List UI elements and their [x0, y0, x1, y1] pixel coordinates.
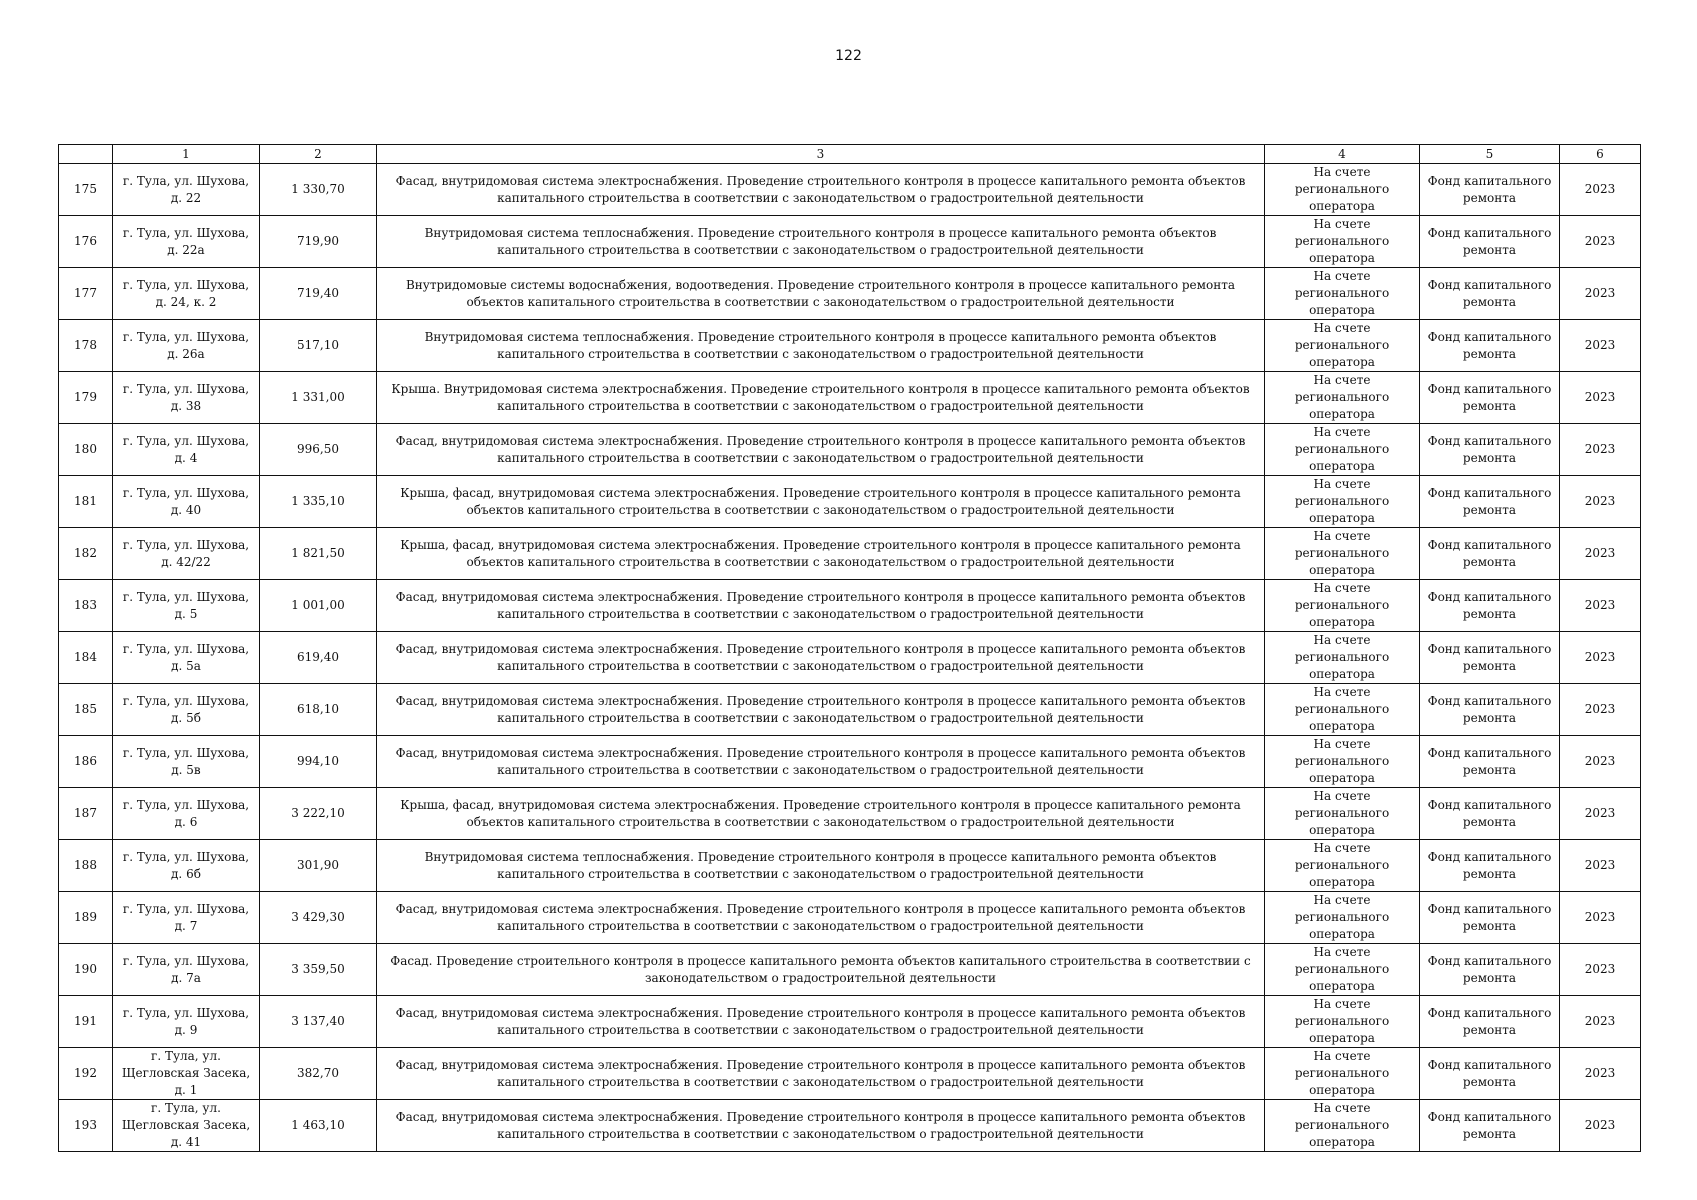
table-row	[59, 216, 1641, 268]
area-cell: 3 222,10	[260, 788, 377, 840]
address-cell: г. Тула, ул. Шухова, д. 5б	[113, 684, 260, 736]
works-description-cell: Крыша. Внутридомовая система электроснабжения. Проведение строительного контроля в процессе капитального ремонта объектов капитального строительства в соответствии с законодательством о градостроительной деятельности	[377, 372, 1265, 424]
area-cell: 1 001,00	[260, 580, 377, 632]
header-cell-6: 6	[1560, 145, 1641, 164]
funding-source-cell: Фонд капитального ремонта	[1420, 372, 1560, 424]
row-number-cell: 193	[59, 1100, 113, 1152]
row-number-cell: 176	[59, 216, 113, 268]
address-cell: г. Тула, ул. Шухова, д. 7	[113, 892, 260, 944]
address-cell: г. Тула, ул. Шухова, д. 9	[113, 996, 260, 1048]
repair-schedule-table	[58, 144, 1641, 1152]
row-number-cell: 175	[59, 164, 113, 216]
area-cell: 3 137,40	[260, 996, 377, 1048]
address-cell: г. Тула, ул. Шухова, д. 7а	[113, 944, 260, 996]
address-cell: г. Тула, ул. Шухова, д. 40	[113, 476, 260, 528]
funding-source-cell: Фонд капитального ремонта	[1420, 840, 1560, 892]
area-cell: 1 463,10	[260, 1100, 377, 1152]
funding-source-cell: Фонд капитального ремонта	[1420, 268, 1560, 320]
row-number-cell: 182	[59, 528, 113, 580]
table-row	[59, 528, 1641, 580]
works-description-cell: Внутридомовые системы водоснабжения, водоотведения. Проведение строительного контроля в процессе капитального ремонта объектов капитального строительства в соответствии с законодательством о градостроительной деятельности	[377, 268, 1265, 320]
funding-source-cell: Фонд капитального ремонта	[1420, 320, 1560, 372]
area-cell: 1 335,10	[260, 476, 377, 528]
row-number-cell: 180	[59, 424, 113, 476]
page-number: 122	[835, 48, 862, 64]
table-row	[59, 424, 1641, 476]
table-row	[59, 1100, 1641, 1152]
row-number-cell: 191	[59, 996, 113, 1048]
year-cell: 2023	[1560, 684, 1641, 736]
year-cell: 2023	[1560, 632, 1641, 684]
year-cell: 2023	[1560, 216, 1641, 268]
funding-source-cell: Фонд капитального ремонта	[1420, 580, 1560, 632]
address-cell: г. Тула, ул. Шухова, д. 42/22	[113, 528, 260, 580]
area-cell: 719,90	[260, 216, 377, 268]
funding-source-cell: Фонд капитального ремонта	[1420, 216, 1560, 268]
year-cell: 2023	[1560, 788, 1641, 840]
table-row	[59, 996, 1641, 1048]
row-number-cell: 181	[59, 476, 113, 528]
funds-account-cell: На счете регионального оператора	[1265, 736, 1420, 788]
works-description-cell: Фасад, внутридомовая система электроснабжения. Проведение строительного контроля в процессе капитального ремонта объектов капитального строительства в соответствии с законодательством о градостроительной деятельности	[377, 632, 1265, 684]
year-cell: 2023	[1560, 528, 1641, 580]
funds-account-cell: На счете регионального оператора	[1265, 840, 1420, 892]
works-description-cell: Фасад, внутридомовая система электроснабжения. Проведение строительного контроля в процессе капитального ремонта объектов капитального строительства в соответствии с законодательством о градостроительной деятельности	[377, 736, 1265, 788]
funding-source-cell: Фонд капитального ремонта	[1420, 632, 1560, 684]
works-description-cell: Фасад, внутридомовая система электроснабжения. Проведение строительного контроля в процессе капитального ремонта объектов капитального строительства в соответствии с законодательством о градостроительной деятельности	[377, 424, 1265, 476]
table-row	[59, 632, 1641, 684]
table-row	[59, 944, 1641, 996]
funding-source-cell: Фонд капитального ремонта	[1420, 424, 1560, 476]
works-description-cell: Фасад, внутридомовая система электроснабжения. Проведение строительного контроля в процессе капитального ремонта объектов капитального строительства в соответствии с законодательством о градостроительной деятельности	[377, 164, 1265, 216]
table-row	[59, 788, 1641, 840]
year-cell: 2023	[1560, 1100, 1641, 1152]
funding-source-cell: Фонд капитального ремонта	[1420, 476, 1560, 528]
area-cell: 3 359,50	[260, 944, 377, 996]
table-row	[59, 580, 1641, 632]
works-description-cell: Крыша, фасад, внутридомовая система электроснабжения. Проведение строительного контроля в процессе капитального ремонта объектов капитального строительства в соответствии с законодательством о градостроительной деятельности	[377, 528, 1265, 580]
address-cell: г. Тула, ул. Шухова, д. 5а	[113, 632, 260, 684]
row-number-cell: 179	[59, 372, 113, 424]
table-row	[59, 372, 1641, 424]
row-number-cell: 184	[59, 632, 113, 684]
funds-account-cell: На счете регионального оператора	[1265, 476, 1420, 528]
year-cell: 2023	[1560, 580, 1641, 632]
header-cell-3: 3	[377, 145, 1265, 164]
row-number-cell: 183	[59, 580, 113, 632]
year-cell: 2023	[1560, 892, 1641, 944]
works-description-cell: Фасад, внутридомовая система электроснабжения. Проведение строительного контроля в процессе капитального ремонта объектов капитального строительства в соответствии с законодательством о градостроительной деятельности	[377, 580, 1265, 632]
table-row	[59, 164, 1641, 216]
row-number-cell: 188	[59, 840, 113, 892]
row-number-cell: 187	[59, 788, 113, 840]
table-header-row	[59, 145, 1641, 164]
funding-source-cell: Фонд капитального ремонта	[1420, 944, 1560, 996]
year-cell: 2023	[1560, 996, 1641, 1048]
table-row	[59, 320, 1641, 372]
row-number-cell: 185	[59, 684, 113, 736]
address-cell: г. Тула, ул. Шухова, д. 38	[113, 372, 260, 424]
funding-source-cell: Фонд капитального ремонта	[1420, 736, 1560, 788]
address-cell: г. Тула, ул. Шухова, д. 26а	[113, 320, 260, 372]
table-row	[59, 1048, 1641, 1100]
address-cell: г. Тула, ул. Щегловская Засека, д. 41	[113, 1100, 260, 1152]
address-cell: г. Тула, ул. Шухова, д. 6б	[113, 840, 260, 892]
address-cell: г. Тула, ул. Шухова, д. 22а	[113, 216, 260, 268]
year-cell: 2023	[1560, 944, 1641, 996]
funds-account-cell: На счете регионального оператора	[1265, 268, 1420, 320]
address-cell: г. Тула, ул. Щегловская Засека, д. 1	[113, 1048, 260, 1100]
area-cell: 3 429,30	[260, 892, 377, 944]
header-cell-number	[59, 145, 113, 164]
area-cell: 619,40	[260, 632, 377, 684]
year-cell: 2023	[1560, 320, 1641, 372]
address-cell: г. Тула, ул. Шухова, д. 5в	[113, 736, 260, 788]
table-row	[59, 736, 1641, 788]
table-body	[59, 164, 1641, 1152]
funds-account-cell: На счете регионального оператора	[1265, 320, 1420, 372]
table-row	[59, 476, 1641, 528]
row-number-cell: 190	[59, 944, 113, 996]
address-cell: г. Тула, ул. Шухова, д. 24, к. 2	[113, 268, 260, 320]
funds-account-cell: На счете регионального оператора	[1265, 892, 1420, 944]
works-description-cell: Фасад, внутридомовая система электроснабжения. Проведение строительного контроля в процессе капитального ремонта объектов капитального строительства в соответствии с законодательством о градостроительной деятельности	[377, 1048, 1265, 1100]
header-cell-5: 5	[1420, 145, 1560, 164]
funds-account-cell: На счете регионального оператора	[1265, 632, 1420, 684]
funds-account-cell: На счете регионального оператора	[1265, 372, 1420, 424]
works-description-cell: Внутридомовая система теплоснабжения. Проведение строительного контроля в процессе капитального ремонта объектов капитального строительства в соответствии с законодательством о градостроительной деятельности	[377, 216, 1265, 268]
works-description-cell: Фасад, внутридомовая система электроснабжения. Проведение строительного контроля в процессе капитального ремонта объектов капитального строительства в соответствии с законодательством о градостроительной деятельности	[377, 996, 1265, 1048]
row-number-cell: 186	[59, 736, 113, 788]
area-cell: 382,70	[260, 1048, 377, 1100]
funding-source-cell: Фонд капитального ремонта	[1420, 528, 1560, 580]
funding-source-cell: Фонд капитального ремонта	[1420, 996, 1560, 1048]
works-description-cell: Фасад, внутридомовая система электроснабжения. Проведение строительного контроля в процессе капитального ремонта объектов капитального строительства в соответствии с законодательством о градостроительной деятельности	[377, 892, 1265, 944]
table-row	[59, 892, 1641, 944]
funds-account-cell: На счете регионального оператора	[1265, 1048, 1420, 1100]
year-cell: 2023	[1560, 840, 1641, 892]
row-number-cell: 189	[59, 892, 113, 944]
table-row	[59, 268, 1641, 320]
works-description-cell: Фасад, внутридомовая система электроснабжения. Проведение строительного контроля в процессе капитального ремонта объектов капитального строительства в соответствии с законодательством о градостроительной деятельности	[377, 684, 1265, 736]
funds-account-cell: На счете регионального оператора	[1265, 1100, 1420, 1152]
works-description-cell: Внутридомовая система теплоснабжения. Проведение строительного контроля в процессе капитального ремонта объектов капитального строительства в соответствии с законодательством о градостроительной деятельности	[377, 320, 1265, 372]
funding-source-cell: Фонд капитального ремонта	[1420, 788, 1560, 840]
funds-account-cell: На счете регионального оператора	[1265, 528, 1420, 580]
header-cell-1: 1	[113, 145, 260, 164]
area-cell: 996,50	[260, 424, 377, 476]
year-cell: 2023	[1560, 476, 1641, 528]
area-cell: 719,40	[260, 268, 377, 320]
works-description-cell: Крыша, фасад, внутридомовая система электроснабжения. Проведение строительного контроля в процессе капитального ремонта объектов капитального строительства в соответствии с законодательством о градостроительной деятельности	[377, 788, 1265, 840]
funds-account-cell: На счете регионального оператора	[1265, 996, 1420, 1048]
table-row	[59, 840, 1641, 892]
address-cell: г. Тула, ул. Шухова, д. 22	[113, 164, 260, 216]
address-cell: г. Тула, ул. Шухова, д. 5	[113, 580, 260, 632]
works-description-cell: Внутридомовая система теплоснабжения. Проведение строительного контроля в процессе капитального ремонта объектов капитального строительства в соответствии с законодательством о градостроительной деятельности	[377, 840, 1265, 892]
area-cell: 1 821,50	[260, 528, 377, 580]
funds-account-cell: На счете регионального оператора	[1265, 580, 1420, 632]
year-cell: 2023	[1560, 164, 1641, 216]
year-cell: 2023	[1560, 268, 1641, 320]
funds-account-cell: На счете регионального оператора	[1265, 788, 1420, 840]
row-number-cell: 192	[59, 1048, 113, 1100]
row-number-cell: 177	[59, 268, 113, 320]
funds-account-cell: На счете регионального оператора	[1265, 216, 1420, 268]
address-cell: г. Тула, ул. Шухова, д. 4	[113, 424, 260, 476]
table-row	[59, 684, 1641, 736]
works-description-cell: Крыша, фасад, внутридомовая система электроснабжения. Проведение строительного контроля в процессе капитального ремонта объектов капитального строительства в соответствии с законодательством о градостроительной деятельности	[377, 476, 1265, 528]
header-cell-2: 2	[260, 145, 377, 164]
funding-source-cell: Фонд капитального ремонта	[1420, 1048, 1560, 1100]
year-cell: 2023	[1560, 372, 1641, 424]
year-cell: 2023	[1560, 736, 1641, 788]
funds-account-cell: На счете регионального оператора	[1265, 684, 1420, 736]
address-cell: г. Тула, ул. Шухова, д. 6	[113, 788, 260, 840]
row-number-cell: 178	[59, 320, 113, 372]
funding-source-cell: Фонд капитального ремонта	[1420, 1100, 1560, 1152]
year-cell: 2023	[1560, 1048, 1641, 1100]
area-cell: 618,10	[260, 684, 377, 736]
funding-source-cell: Фонд капитального ремонта	[1420, 892, 1560, 944]
funds-account-cell: На счете регионального оператора	[1265, 164, 1420, 216]
funding-source-cell: Фонд капитального ремонта	[1420, 164, 1560, 216]
header-cell-4: 4	[1265, 145, 1420, 164]
funding-source-cell: Фонд капитального ремонта	[1420, 684, 1560, 736]
works-description-cell: Фасад. Проведение строительного контроля в процессе капитального ремонта объектов капитального строительства в соответствии с законодательством о градостроительной деятельности	[377, 944, 1265, 996]
area-cell: 1 331,00	[260, 372, 377, 424]
area-cell: 994,10	[260, 736, 377, 788]
area-cell: 517,10	[260, 320, 377, 372]
funds-account-cell: На счете регионального оператора	[1265, 424, 1420, 476]
funds-account-cell: На счете регионального оператора	[1265, 944, 1420, 996]
year-cell: 2023	[1560, 424, 1641, 476]
area-cell: 1 330,70	[260, 164, 377, 216]
works-description-cell: Фасад, внутридомовая система электроснабжения. Проведение строительного контроля в процессе капитального ремонта объектов капитального строительства в соответствии с законодательством о градостроительной деятельности	[377, 1100, 1265, 1152]
area-cell: 301,90	[260, 840, 377, 892]
